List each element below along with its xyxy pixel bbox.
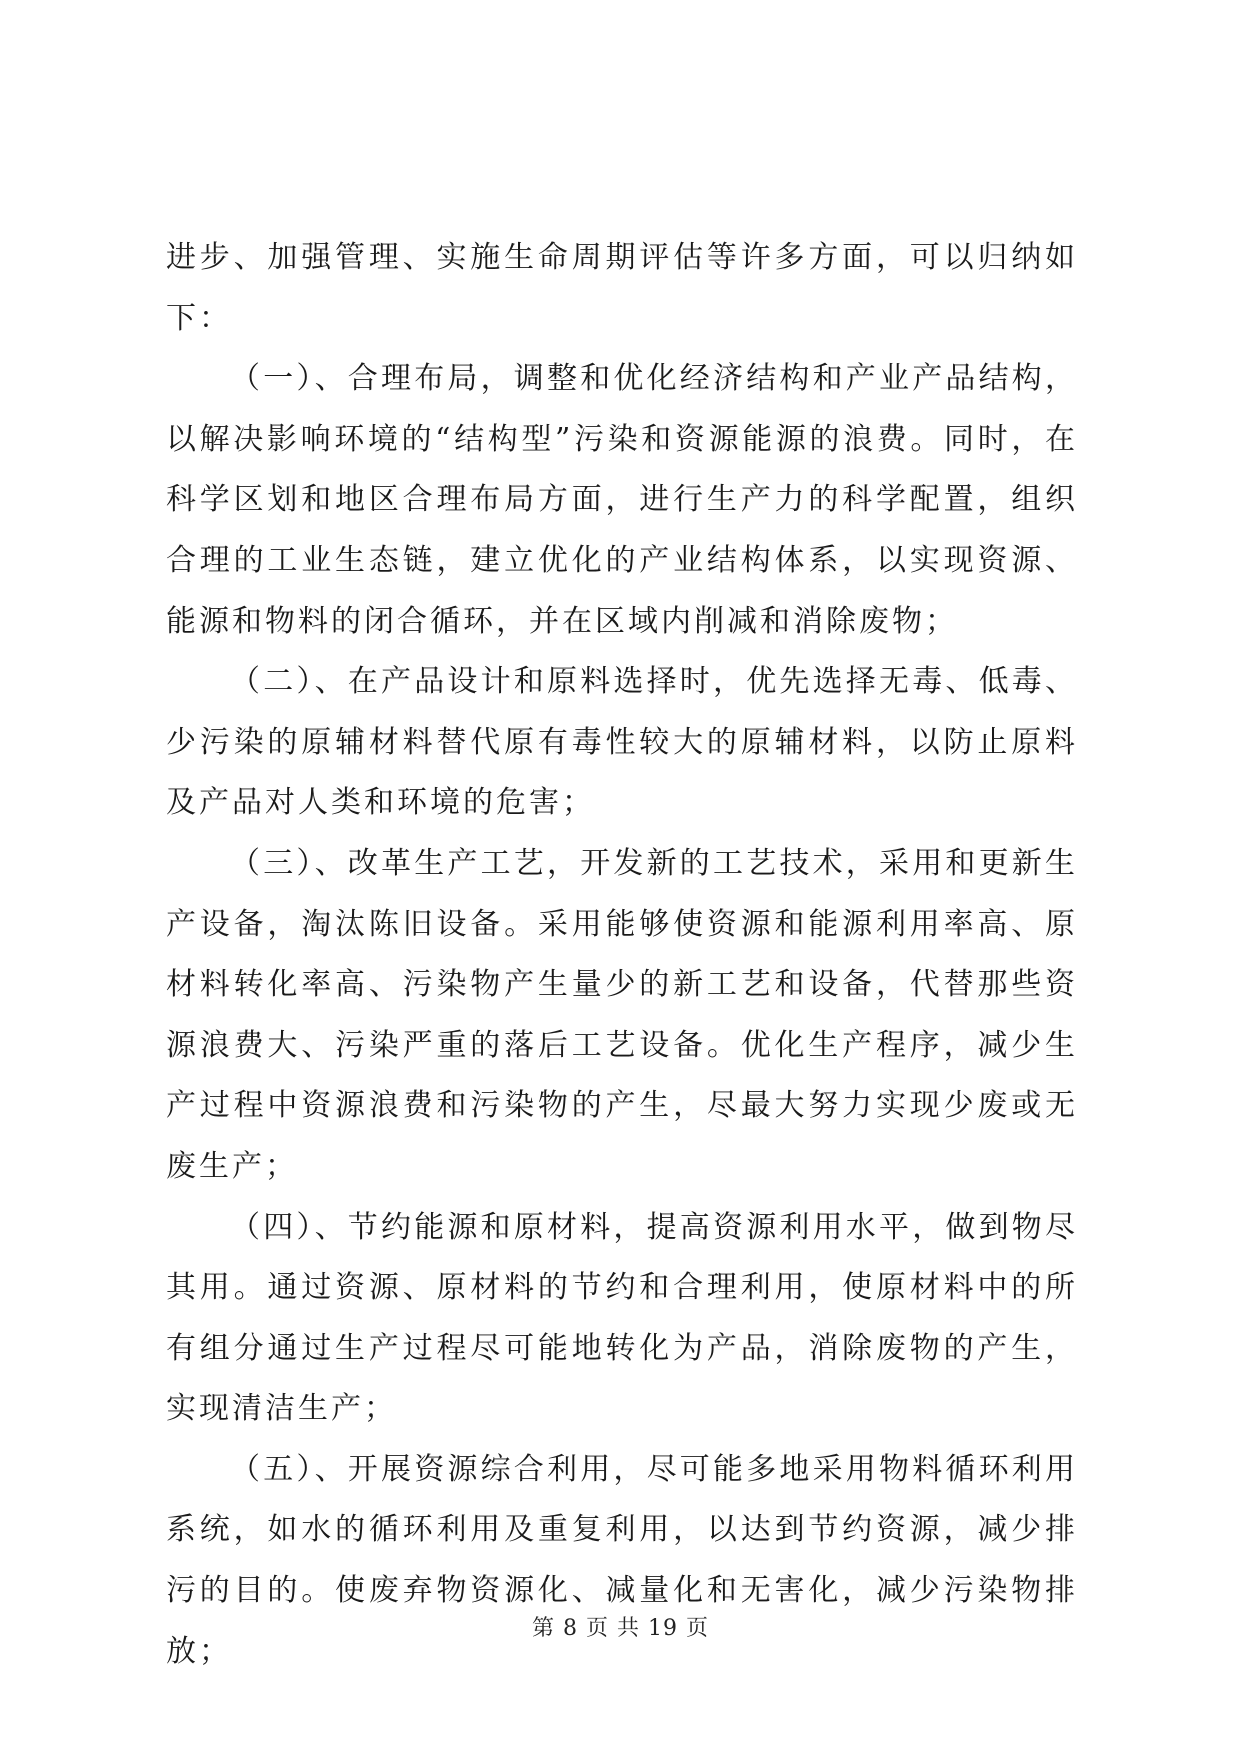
paragraph-item-3: （三）、改革生产工艺，开发新的工艺技术，采用和更新生产设备，淘汰陈旧设备。采用能够使资源和能源利用率高、原材料转化率高、污染物产生量少的新工艺和设备，代替那些资源浪费大、污染严重的落后工艺设备。优化生产程序，减少生产过程中资源浪费和污染物的产生，尽最大努力实现少废或无废生产； [166,845,1078,1184]
paragraph-item-4: （四）、节约能源和原材料，提高资源利用水平，做到物尽其用。通过资源、原材料的节约和合理利用，使原材料中的所有组分通过生产过程尽可能地转化为产品，消除废物的产生，实现清洁生产； [166,1209,1078,1427]
paragraph-intro: 进步、加强管理、实施生命周期评估等许多方面，可以归纳如下： [166,240,1078,336]
paragraph-item-1: （一）、合理布局，调整和优化经济结构和产业产品结构，以解决影响环境的“结构型”污染和资源能源的浪费。同时，在科学区划和地区合理布局方面，进行生产力的科学配置，组织合理的工业生态链，建立优化的产业结构体系，以实现资源、能源和物料的闭合循环，并在区域内削减和消除废物； [166,361,1078,639]
paragraph-item-5: （五）、开展资源综合利用，尽可能多地采用物料循环利用系统，如水的循环利用及重复利用，以达到节约资源，减少排污的目的。使废弃物资源化、减量化和无害化，减少污染物排放； [166,1451,1078,1669]
document-body [166,228,1078,1682]
paragraph-item-2: （二）、在产品设计和原料选择时，优先选择无毒、低毒、少污染的原辅材料替代原有毒性较大的原辅材料，以防止原料及产品对人类和环境的危害； [166,664,1078,821]
page-number-footer: 第 8 页 共 19 页 [532,1616,709,1641]
